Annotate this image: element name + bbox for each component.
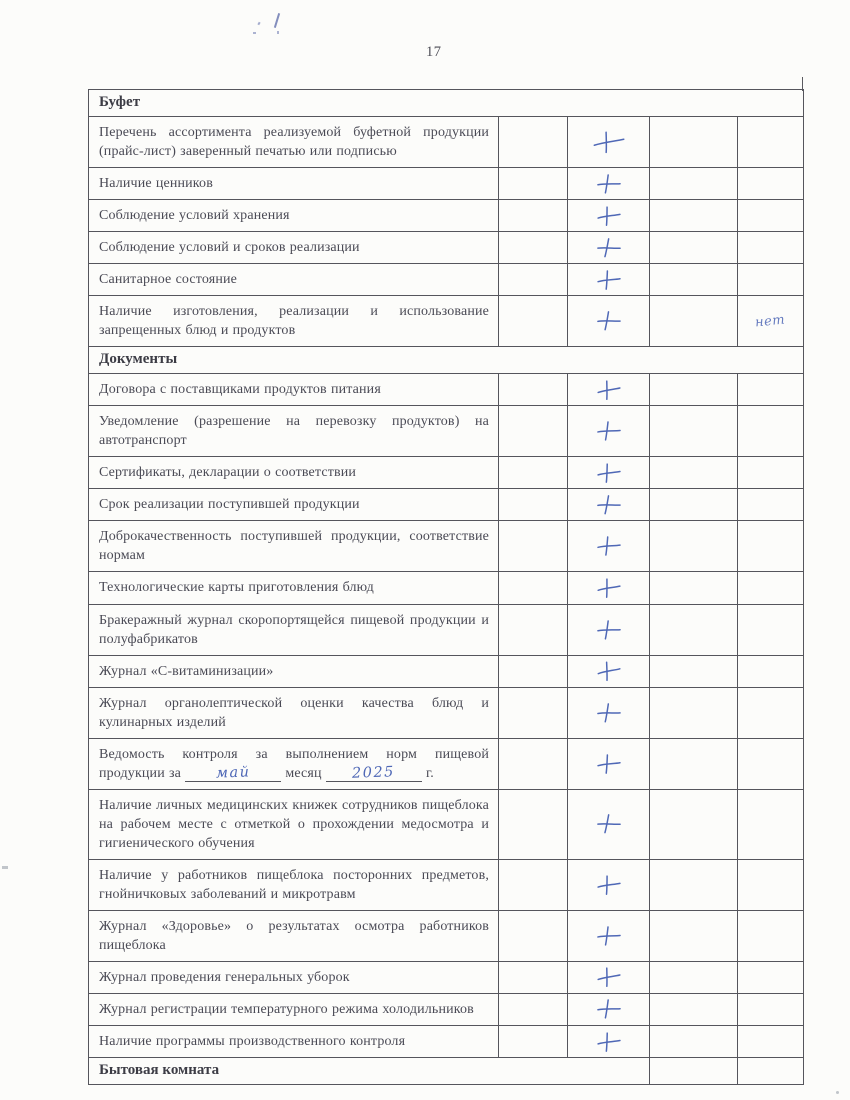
handwritten-plus-mark bbox=[595, 576, 623, 600]
table-row bbox=[89, 993, 804, 1025]
result-cell-checked[interactable] bbox=[568, 489, 650, 521]
result-cell-note[interactable] bbox=[738, 789, 804, 859]
result-cell-1[interactable] bbox=[499, 457, 568, 489]
result-cell-3[interactable] bbox=[650, 374, 738, 406]
result-cell-checked[interactable] bbox=[568, 910, 650, 961]
result-cell-note[interactable] bbox=[738, 374, 804, 406]
row-label: Журнал «Здоровье» о результатах осмотра работников пищеблока bbox=[89, 910, 499, 961]
handwritten-plus-mark bbox=[594, 377, 622, 402]
result-cell-note[interactable] bbox=[738, 738, 804, 789]
row-label: Наличие ценников bbox=[89, 168, 499, 200]
result-cell-1[interactable] bbox=[499, 296, 568, 347]
result-cell-1[interactable] bbox=[499, 200, 568, 232]
result-cell-3[interactable] bbox=[650, 489, 738, 521]
pen-scribble bbox=[253, 32, 256, 34]
result-cell-checked[interactable] bbox=[568, 1026, 650, 1058]
result-cell-3[interactable] bbox=[650, 168, 738, 200]
table-row bbox=[89, 489, 804, 521]
result-cell-checked[interactable] bbox=[568, 789, 650, 859]
row-label: Бракеражный журнал скоропортящейся пищевой продукции и полуфабрикатов bbox=[89, 604, 499, 655]
table-row bbox=[89, 374, 804, 406]
handwritten-entry: май bbox=[215, 764, 251, 782]
result-cell-note[interactable] bbox=[738, 264, 804, 296]
handwritten-plus-mark bbox=[595, 493, 623, 517]
handwritten-plus-mark bbox=[595, 873, 622, 897]
handwritten-plus-mark bbox=[595, 461, 622, 484]
result-cell-3[interactable] bbox=[650, 604, 738, 655]
fill-in-blank[interactable] bbox=[185, 766, 281, 782]
result-cell-checked[interactable] bbox=[568, 859, 650, 910]
table-row bbox=[89, 521, 804, 572]
result-cell-note[interactable] bbox=[738, 457, 804, 489]
row-label: Сертификаты, декларации о соответствии bbox=[89, 457, 499, 489]
row-label: Журнал регистрации температурного режима холодильников bbox=[89, 993, 499, 1025]
result-cell-3[interactable] bbox=[650, 264, 738, 296]
result-cell-1[interactable] bbox=[499, 406, 568, 457]
result-cell-note[interactable] bbox=[738, 604, 804, 655]
section-heading-row bbox=[89, 347, 804, 374]
row-label: Доброкачественность поступившей продукции, соответствие нормам bbox=[89, 521, 499, 572]
result-cell-note[interactable] bbox=[738, 1026, 804, 1058]
result-cell-checked[interactable] bbox=[568, 168, 650, 200]
row-label: Уведомление (разрешение на перевозку продуктов) на автотранспорт bbox=[89, 406, 499, 457]
handwritten-plus-mark bbox=[595, 618, 622, 641]
result-cell-3[interactable] bbox=[650, 961, 738, 993]
handwritten-entry: 2025 bbox=[352, 763, 396, 782]
result-cell-checked[interactable] bbox=[568, 738, 650, 789]
result-cell-note[interactable] bbox=[738, 687, 804, 738]
row-label: Наличие изготовления, реализации и использование запрещенных блюд и продуктов bbox=[89, 296, 499, 347]
handwritten-plus-mark bbox=[596, 535, 622, 557]
row-label: Наличие у работников пищеблока посторонних предметов, гнойничковых заболеваний и микротравм bbox=[89, 859, 499, 910]
table-row bbox=[89, 910, 804, 961]
result-cell-1[interactable] bbox=[499, 521, 568, 572]
result-cell-1[interactable] bbox=[499, 572, 568, 604]
result-cell-checked[interactable] bbox=[568, 374, 650, 406]
section-title: Документы bbox=[89, 347, 804, 374]
table-row bbox=[89, 457, 804, 489]
row-label: Технологические карты приготовления блюд bbox=[89, 572, 499, 604]
result-cell-1[interactable] bbox=[499, 117, 568, 168]
result-cell-3[interactable] bbox=[650, 1026, 738, 1058]
table-row bbox=[89, 859, 804, 910]
result-cell-1[interactable] bbox=[499, 489, 568, 521]
handwritten-plus-mark bbox=[595, 420, 622, 443]
result-cell-note[interactable] bbox=[738, 521, 804, 572]
fill-in-blank[interactable] bbox=[326, 763, 422, 782]
result-cell-1[interactable] bbox=[499, 961, 568, 993]
row-label: Санитарное состояние bbox=[89, 264, 499, 296]
result-cell-note[interactable] bbox=[738, 117, 804, 168]
scan-speck bbox=[2, 866, 8, 869]
handwritten-plus-mark bbox=[595, 998, 622, 1021]
result-cell-3[interactable] bbox=[650, 655, 738, 687]
result-cell-3[interactable] bbox=[650, 457, 738, 489]
empty-cell bbox=[650, 1058, 738, 1085]
result-cell-checked[interactable] bbox=[568, 117, 650, 168]
table-row bbox=[89, 1026, 804, 1058]
result-cell-1[interactable] bbox=[499, 168, 568, 200]
row-label-text: месяц bbox=[281, 765, 326, 781]
row-label bbox=[89, 738, 499, 789]
table-row bbox=[89, 168, 804, 200]
row-label: Наличие программы производственного контроля bbox=[89, 1026, 499, 1058]
section-title: Бытовая комната bbox=[89, 1058, 650, 1085]
result-cell-checked[interactable] bbox=[568, 264, 650, 296]
table-row bbox=[89, 406, 804, 457]
handwritten-plus-mark bbox=[595, 701, 622, 725]
table-row bbox=[89, 232, 804, 264]
result-cell-3[interactable] bbox=[650, 296, 738, 347]
result-cell-1[interactable] bbox=[499, 264, 568, 296]
result-cell-checked[interactable] bbox=[568, 406, 650, 457]
result-cell-note[interactable] bbox=[738, 961, 804, 993]
result-cell-checked[interactable] bbox=[568, 604, 650, 655]
handwritten-plus-mark bbox=[595, 309, 623, 333]
table-row bbox=[89, 687, 804, 738]
result-cell-checked[interactable] bbox=[568, 296, 650, 347]
result-cell-note[interactable] bbox=[738, 910, 804, 961]
row-label: Соблюдение условий хранения bbox=[89, 200, 499, 232]
result-cell-1[interactable] bbox=[499, 1026, 568, 1058]
result-cell-note[interactable] bbox=[738, 296, 804, 347]
result-cell-1[interactable] bbox=[499, 993, 568, 1025]
result-cell-3[interactable] bbox=[650, 789, 738, 859]
result-cell-checked[interactable] bbox=[568, 993, 650, 1025]
result-cell-1[interactable] bbox=[499, 232, 568, 264]
scan-speck bbox=[836, 1091, 839, 1094]
result-cell-1[interactable] bbox=[499, 374, 568, 406]
result-cell-1[interactable] bbox=[499, 789, 568, 859]
result-cell-3[interactable] bbox=[650, 738, 738, 789]
result-cell-note[interactable] bbox=[738, 655, 804, 687]
empty-cell bbox=[738, 1058, 804, 1085]
result-cell-3[interactable] bbox=[650, 117, 738, 168]
handwritten-plus-mark bbox=[595, 204, 622, 228]
table-row bbox=[89, 200, 804, 232]
table-row bbox=[89, 961, 804, 993]
handwritten-plus-mark bbox=[594, 965, 622, 990]
row-label: Договора с поставщиками продуктов питания bbox=[89, 374, 499, 406]
result-cell-checked[interactable] bbox=[568, 572, 650, 604]
section-title: Буфет bbox=[89, 90, 804, 117]
row-label-text: Ведомость контроля за выполнением норм пищевой продукции за bbox=[99, 746, 489, 781]
handwritten-plus-mark bbox=[595, 752, 622, 775]
result-cell-3[interactable] bbox=[650, 910, 738, 961]
pen-scribble bbox=[274, 13, 280, 28]
result-cell-1[interactable] bbox=[499, 859, 568, 910]
handwritten-plus-mark bbox=[595, 924, 622, 947]
table-row bbox=[89, 789, 804, 859]
pen-scribble bbox=[277, 31, 279, 34]
row-label: Журнал органолептической оценки качества блюд и кулинарных изделий bbox=[89, 687, 499, 738]
result-cell-3[interactable] bbox=[650, 687, 738, 738]
pen-scribble bbox=[257, 22, 260, 26]
result-cell-3[interactable] bbox=[650, 993, 738, 1025]
result-cell-note[interactable] bbox=[738, 572, 804, 604]
result-cell-3[interactable] bbox=[650, 572, 738, 604]
table-row bbox=[89, 264, 804, 296]
table-row bbox=[89, 655, 804, 687]
result-cell-note[interactable] bbox=[738, 232, 804, 264]
row-label: Журнал проведения генеральных уборок bbox=[89, 961, 499, 993]
result-cell-checked[interactable] bbox=[568, 232, 650, 264]
table-row bbox=[89, 738, 804, 789]
section-heading-row bbox=[89, 90, 804, 117]
handwritten-plus-mark bbox=[594, 812, 622, 837]
result-cell-note[interactable] bbox=[738, 993, 804, 1025]
result-cell-1[interactable] bbox=[499, 738, 568, 789]
result-cell-checked[interactable] bbox=[568, 961, 650, 993]
row-label: Перечень ассортимента реализуемой буфетной продукции (прайс-лист) заверенный печатью или подписью bbox=[89, 117, 499, 168]
result-cell-3[interactable] bbox=[650, 200, 738, 232]
result-cell-1[interactable] bbox=[499, 910, 568, 961]
handwritten-plus-mark bbox=[595, 1030, 622, 1053]
table-row bbox=[89, 117, 804, 168]
result-cell-3[interactable] bbox=[650, 859, 738, 910]
result-cell-note[interactable] bbox=[738, 859, 804, 910]
table-row bbox=[89, 296, 804, 347]
result-cell-note[interactable] bbox=[738, 200, 804, 232]
handwritten-plus-mark bbox=[594, 235, 622, 260]
result-cell-checked[interactable] bbox=[568, 200, 650, 232]
handwritten-plus-mark bbox=[594, 659, 622, 684]
result-cell-3[interactable] bbox=[650, 232, 738, 264]
section-heading-row bbox=[89, 1058, 804, 1085]
handwritten-plus-mark bbox=[590, 128, 627, 156]
result-cell-note[interactable] bbox=[738, 489, 804, 521]
result-cell-3[interactable] bbox=[650, 521, 738, 572]
table-row bbox=[89, 572, 804, 604]
table-row bbox=[89, 604, 804, 655]
result-cell-1[interactable] bbox=[499, 655, 568, 687]
result-cell-checked[interactable] bbox=[568, 457, 650, 489]
page-number: 17 bbox=[426, 44, 442, 60]
result-cell-1[interactable] bbox=[499, 604, 568, 655]
row-label-text: г. bbox=[421, 765, 434, 781]
result-cell-checked[interactable] bbox=[568, 655, 650, 687]
row-label: Соблюдение условий и сроков реализации bbox=[89, 232, 499, 264]
result-cell-1[interactable] bbox=[499, 687, 568, 738]
result-cell-checked[interactable] bbox=[568, 521, 650, 572]
result-cell-3[interactable] bbox=[650, 406, 738, 457]
result-cell-checked[interactable] bbox=[568, 687, 650, 738]
result-cell-note[interactable] bbox=[738, 168, 804, 200]
handwritten-note: нет bbox=[754, 312, 787, 331]
row-label: Журнал «С-витаминизации» bbox=[89, 655, 499, 687]
row-label: Срок реализации поступившей продукции bbox=[89, 489, 499, 521]
result-cell-note[interactable] bbox=[738, 406, 804, 457]
row-label: Наличие личных медицинских книжек сотрудников пищеблока на рабочем месте с отметкой о прохождении медосмотра и гигиенического обучения bbox=[89, 789, 499, 859]
handwritten-plus-mark bbox=[595, 268, 622, 291]
handwritten-plus-mark bbox=[595, 172, 622, 195]
inspection-checklist-table bbox=[88, 89, 804, 1085]
